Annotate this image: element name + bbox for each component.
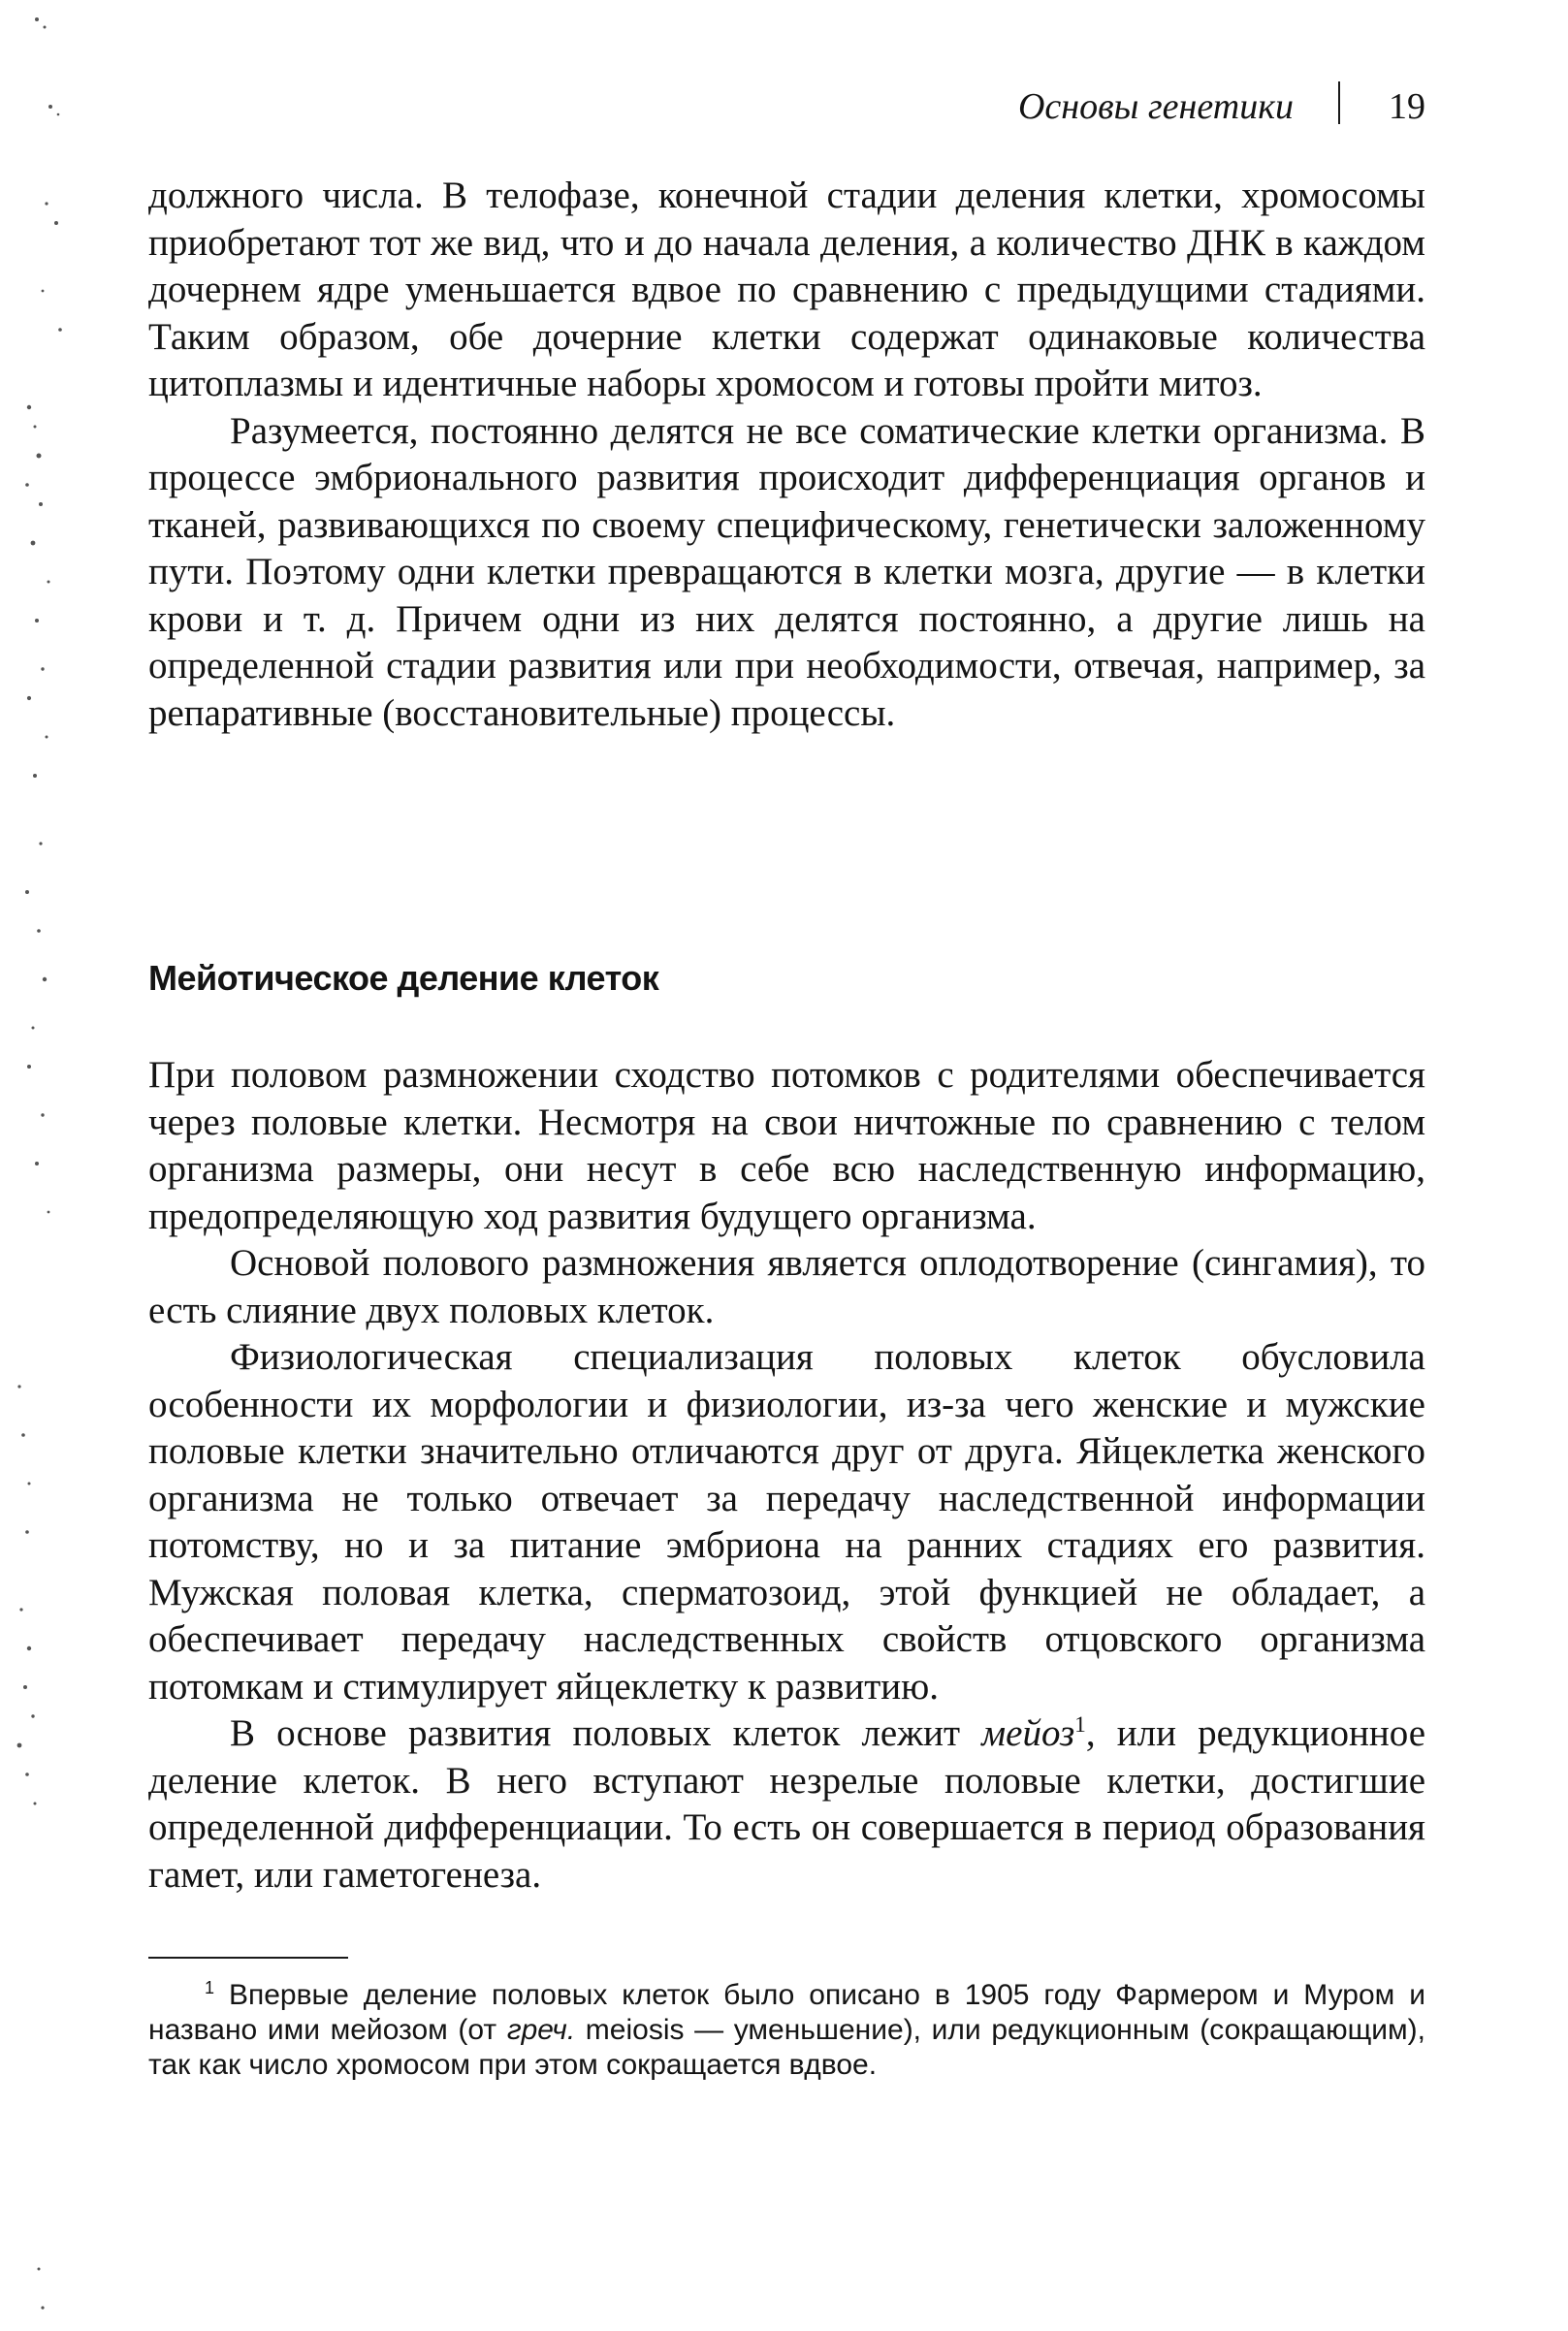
scan-noise-decoration — [0, 0, 116, 2331]
section-heading: Мейотическое деление клеток — [148, 958, 659, 998]
header-separator — [1338, 81, 1340, 124]
footnote-ref[interactable]: 1 — [1074, 1712, 1086, 1738]
text-block-top — [148, 173, 1425, 737]
p4-before: В основе развития половых клеток лежит — [230, 1712, 982, 1754]
running-header — [148, 76, 1425, 134]
footnote-mark: 1 — [205, 1978, 215, 1997]
paragraph-continued: должного числа. В телофазе, конечной стадии деления клетки, хромосомы приобретают тот же вид, что и до начала деления, а количество ДНК в каждом дочернем ядре уменьшается вдвое по сравнению с предыдущими стадиями. Таким образом, обе дочерние клетки содержат одинаковые количества цитоплазмы и идентичные наборы хромосом и готовы пройти митоз. — [148, 175, 1425, 404]
footnote-rule — [148, 1957, 348, 1959]
paragraph-meiosis — [148, 1710, 1425, 1899]
text-block-meiosis — [148, 1052, 1425, 1899]
footnote-abbr: греч. — [506, 2014, 576, 2046]
paragraph-specialization: Физиологическая специализация половых клеток обусловила особенности их морфологии и физиологии, из-за чего женские и мужские половые клетки значительно отличаются друг от друга. Яйцеклетка женского организма не только отвечает за передачу наследственной информации потомству, но и за питание эмбриона на ранних стадиях его развития. Мужская половая клетка, сперматозоид, этой функцией не обладает, а обеспечивает передачу наследственных свойств отцовского организма потомкам и стимулирует яйцеклетку к развитию. — [148, 1336, 1425, 1708]
paragraph-somatic-cells: Разумеется, постоянно делятся не все соматические клетки организма. В процессе эмбрионального развития происходит дифференциация органов и тканей, развивающихся по своему специфическому, генетически заложенному пути. Поэтому одни клетки превращаются в клетки мозга, другие — в клетки крови и т. д. Причем одни из них делятся постоянно, а другие лишь на определенной стадии развития или при необходимости, отвечая, например, за репаративные (восстановительные) процессы. — [148, 409, 1425, 734]
term-meiosis: мейоз — [981, 1712, 1075, 1754]
page-number: 19 — [1389, 86, 1425, 127]
footnote-after: meiosis — уменьшение), или редукционным (сокращающим), так как число хромосом при этом сокращается вдвое. — [148, 2014, 1426, 2081]
paragraph-fertilization: Основой полового размножения является оплодотворение (сингамия), то есть слияние двух половых клеток. — [148, 1242, 1425, 1331]
paragraph-sexual-reproduction: При половом размножении сходство потомков с родителями обеспечивается через половые клетки. Несмотря на свои ничтожные по сравнению с телом организма размеры, они несут в себе всю наследственную информацию, предопределяющую ход развития будущего организма. — [148, 1054, 1425, 1237]
p4-after: , или редукционное деление клеток. В него вступают незрелые половые клетки, достигшие определенной дифференциации. То есть он совершается в период образования гамет, или гаметогенеза. — [148, 1712, 1426, 1896]
footnote — [148, 1978, 1425, 2083]
footnote-before: Впервые деление половых клеток было описано в 1905 году Фармером и Муром и названо ими мейозом (от — [148, 1979, 1425, 2046]
running-title: Основы генетики — [1017, 86, 1294, 127]
